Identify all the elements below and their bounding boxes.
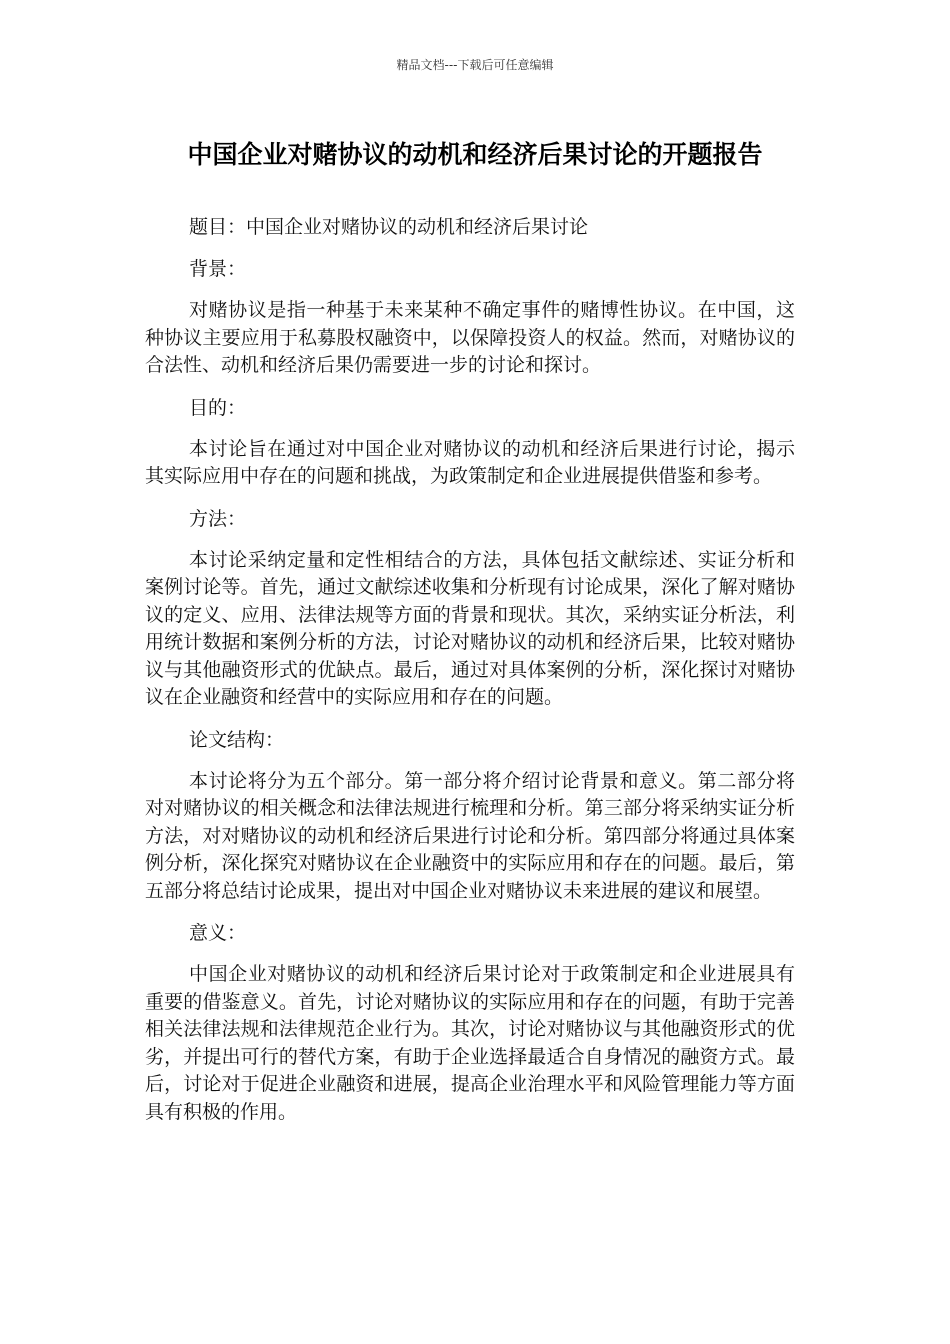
document-title: 中国企业对赌协议的动机和经济后果讨论的开题报告 bbox=[187, 140, 763, 169]
section-body-purpose: 本讨论旨在通过对中国企业对赌协议的动机和经济后果进行讨论，揭示其实际应用中存在的问题和挑战，为政策制定和企业进展提供借鉴和参考。 bbox=[145, 437, 795, 487]
section-heading-background: 背景： bbox=[189, 258, 247, 280]
topic-line: 题目：中国企业对赌协议的动机和经济后果讨论 bbox=[189, 216, 589, 238]
section-body-background: 对赌协议是指一种基于未来某种不确定事件的赌博性协议。在中国，这种协议主要应用于私募股权融资中，以保障投资人的权益。然而，对赌协议的合法性、动机和经济后果仍需要进一步的讨论和探讨。 bbox=[145, 299, 795, 376]
section-heading-significance: 意义： bbox=[189, 922, 247, 944]
document-body bbox=[145, 213, 795, 1140]
section-heading-structure: 论文结构： bbox=[189, 728, 285, 751]
header-watermark: 精品文档---下载后可任意编辑 bbox=[396, 58, 554, 72]
section-body-significance: 中国企业对赌协议的动机和经济后果讨论对于政策制定和企业进展具有重要的借鉴意义。首先，讨论对赌协议的实际应用和存在的问题，有助于完善相关法律法规和法律规范企业行为。其次，讨论对赌协议与其他融资形式的优劣，并提出可行的替代方案，有助于企业选择最适合自身情况的融资方式。最后，讨论对于促进企业融资和进展，提高企业治理水平和风险管理能力等方面具有积极的作用。 bbox=[145, 963, 795, 1123]
section-heading-method: 方法： bbox=[189, 507, 247, 530]
section-heading-purpose: 目的： bbox=[189, 396, 247, 419]
section-body-structure: 本讨论将分为五个部分。第一部分将介绍讨论背景和意义。第二部分将对对赌协议的相关概念和法律法规进行梳理和分析。第三部分将采纳实证分析方法，对对赌协议的动机和经济后果进行讨论和分析。第四部分将通过具体案例分析，深化探究对赌协议在企业融资中的实际应用和存在的问题。最后，第五部分将总结讨论成果，提出对中国企业对赌协议未来进展的建议和展望。 bbox=[145, 769, 795, 902]
section-body-method: 本讨论采纳定量和定性相结合的方法，具体包括文献综述、实证分析和案例讨论等。首先，通过文献综述收集和分析现有讨论成果，深化了解对赌协议的定义、应用、法律法规等方面的背景和现状。其次，采纳实证分析法，利用统计数据和案例分析的方法，讨论对赌协议的动机和经济后果，比较对赌协议与其他融资形式的优缺点。最后，通过对具体案例的分析，深化探讨对赌协议在企业融资和经营中的实际应用和存在的问题。 bbox=[145, 548, 795, 708]
